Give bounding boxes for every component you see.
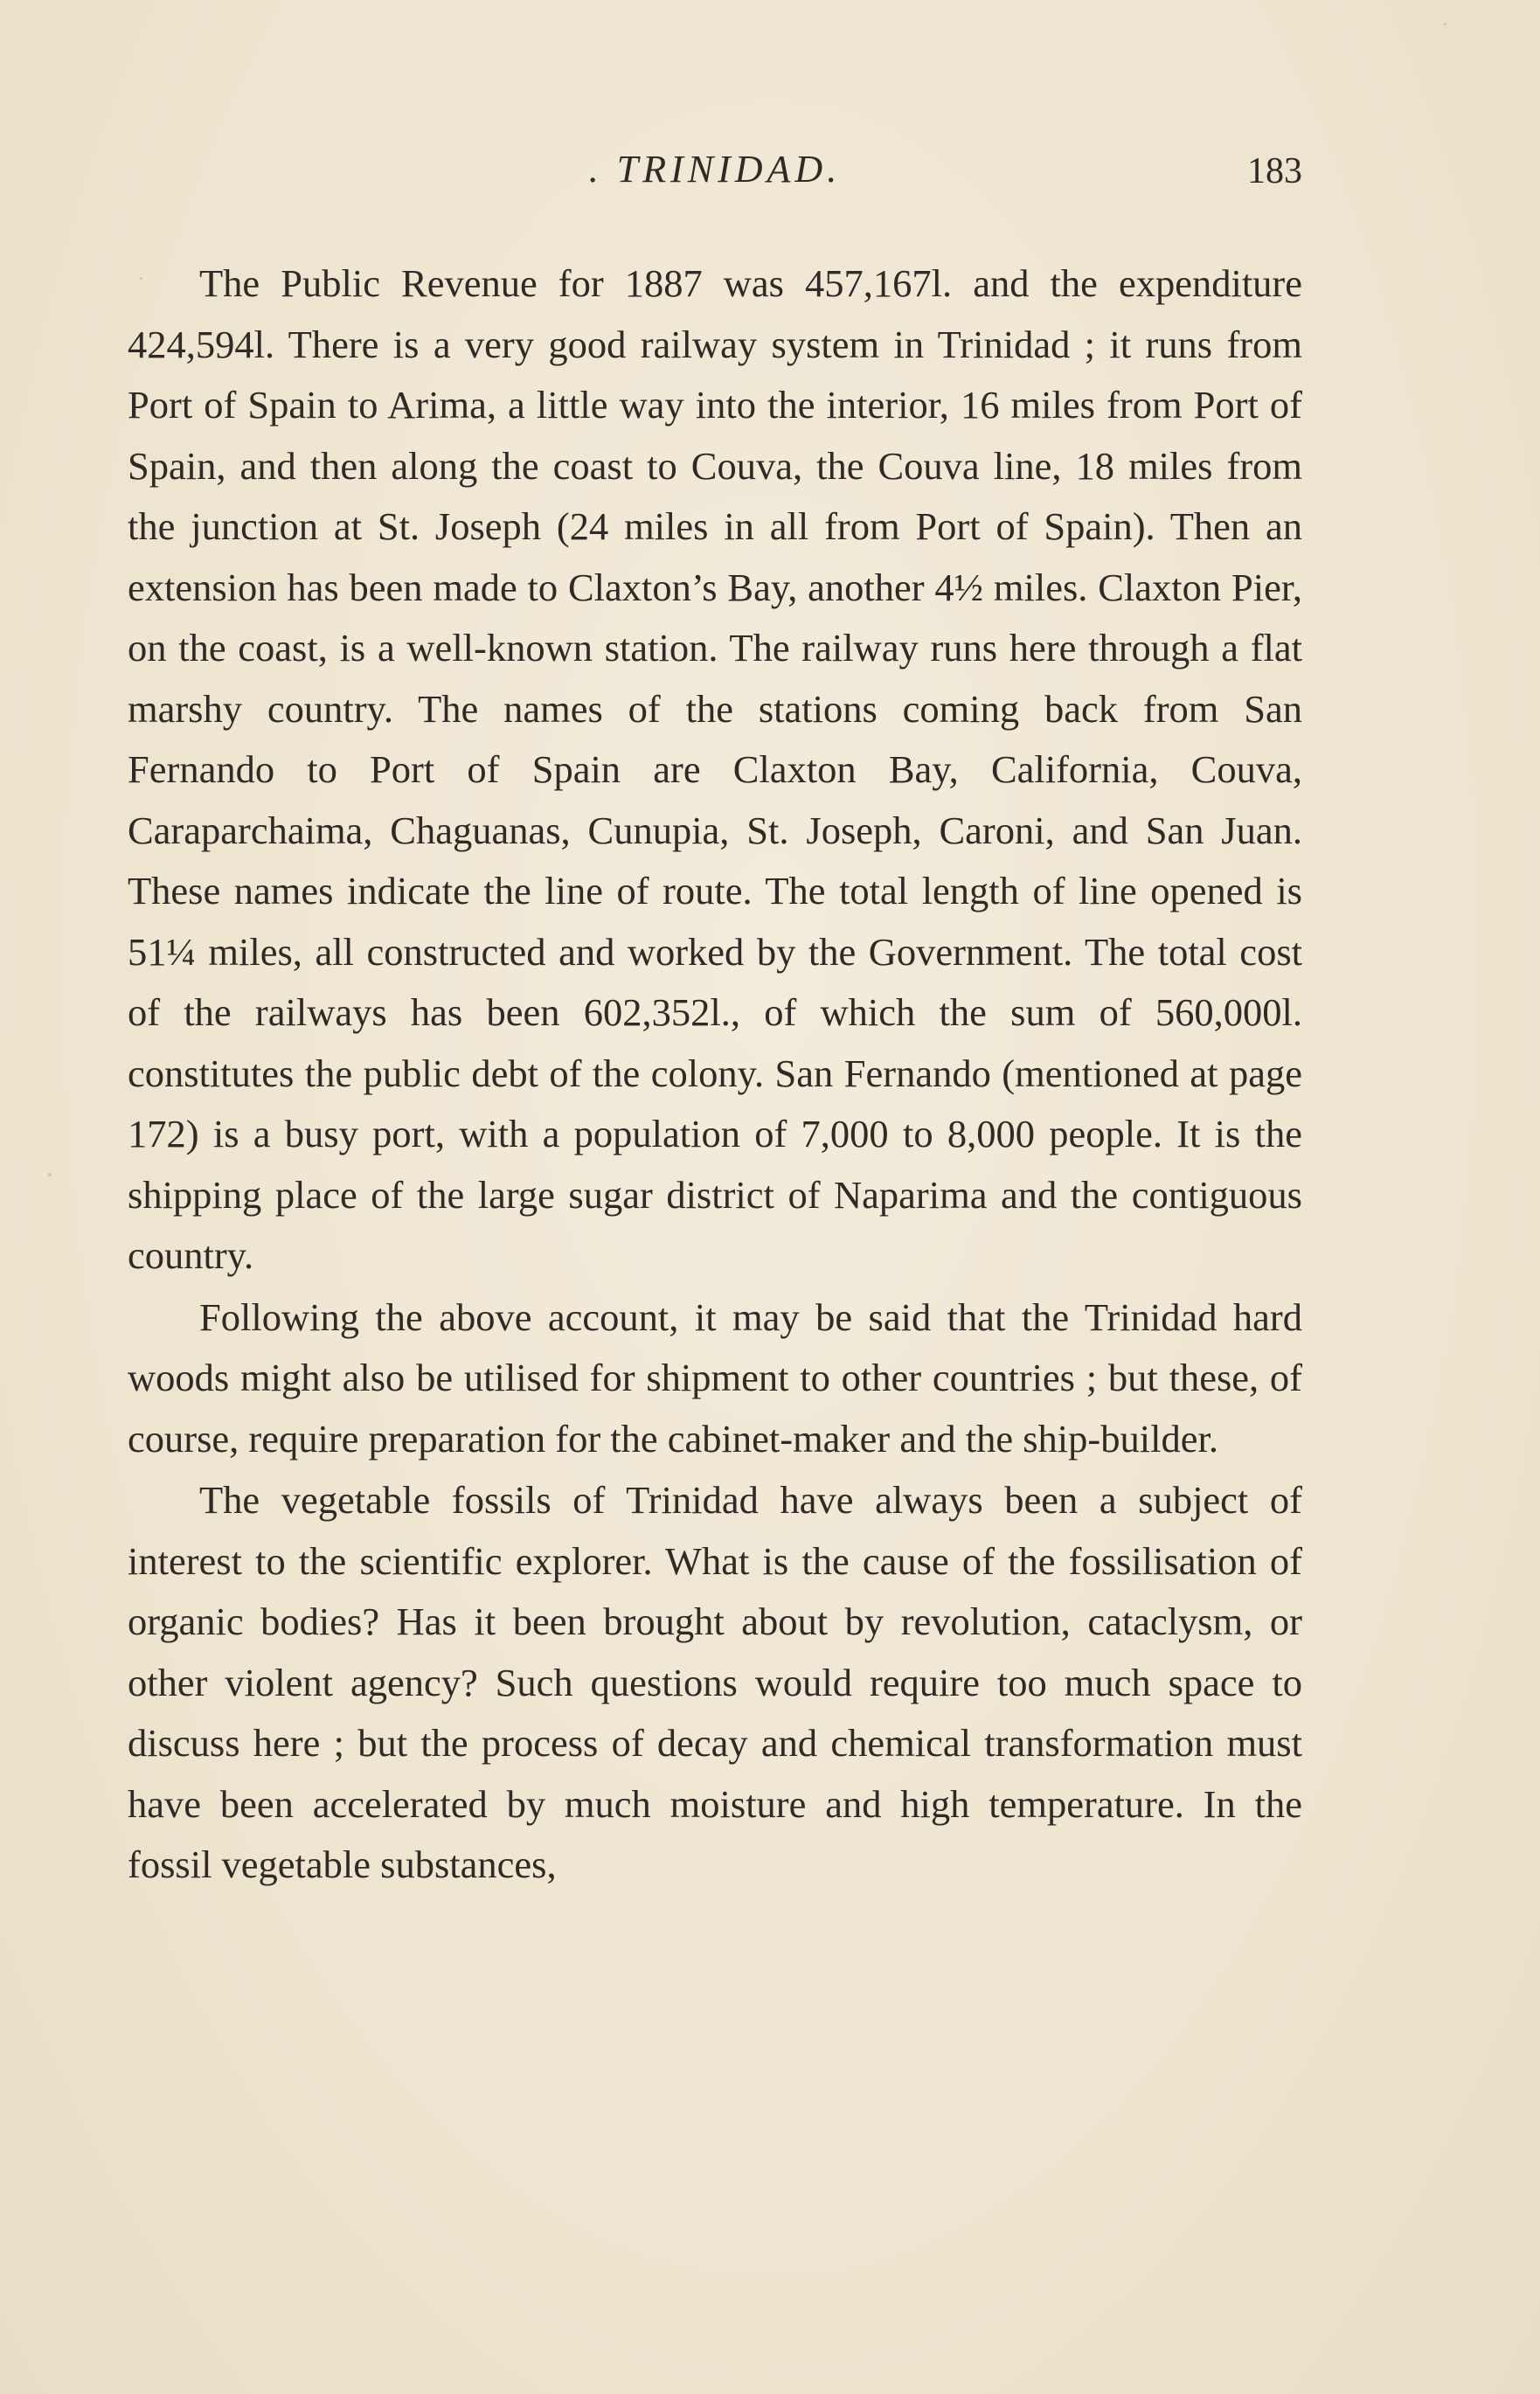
paper-speck	[48, 1173, 52, 1176]
body-text	[128, 253, 1302, 1896]
paper-speck	[1444, 23, 1446, 25]
paragraph-vegetable-fossils: The vegetable fossils of Trinidad have always been a subject of interest to the scientific explorer. What is the cause of the fossilisation of organic bodies? Has it been brought about by revolution, cataclysm, or other violent agency? Such questions would require too much space to discuss here ; but the process of decay and chemical transformation must have been accelerated by much moisture and high temperature. In the fossil vegetable substances,	[128, 1478, 1302, 1886]
paragraph-hard-woods: Following the above account, it may be said that the Trinidad hard woods might also be utilised for shipment to other countries ; but these, of course, require preparation for the cabinet-maker and the ship-builder.	[128, 1294, 1302, 1461]
page-header	[128, 147, 1302, 208]
running-head: . TRINIDAD.	[588, 148, 842, 191]
page-number: 183	[1247, 151, 1302, 191]
paper-speck	[140, 277, 142, 280]
paragraph-revenue-railways: The Public Revenue for 1887 was 457,167l. and the expenditure 424,594l. There is a very good railway system in Trinidad ; it runs from Port of Spain to Arima, a little way into the interior, 16 miles from Port of Spain, and then along the coast to Couva, the Couva line, 18 miles from the junction at St. Joseph (24 miles in all from Port of Spain). Then an extension has been made to Claxton’s Bay, another 4½ miles. Claxton Pier, on the coast, is a well-known station. The railway runs here through a flat marshy country. The names of the stations coming back from San Fernando to Port of Spain are Claxton Bay, California, Couva, Caraparchaima, Chaguanas, Cunupia, St. Joseph, Caroni, and San Juan. These names indicate the line of route. The total length of line opened is 51¼ miles, all constructed and worked by the Government. The total cost of the railways has been 602,352l., of which the sum of 560,000l. constitutes the public debt of the colony. San Fernando (mentioned at page 172) is a busy port, with a population of 7,000 to 8,000 people. It is the shipping place of the large sugar district of Naparima and the contiguous country.	[128, 261, 1302, 1277]
